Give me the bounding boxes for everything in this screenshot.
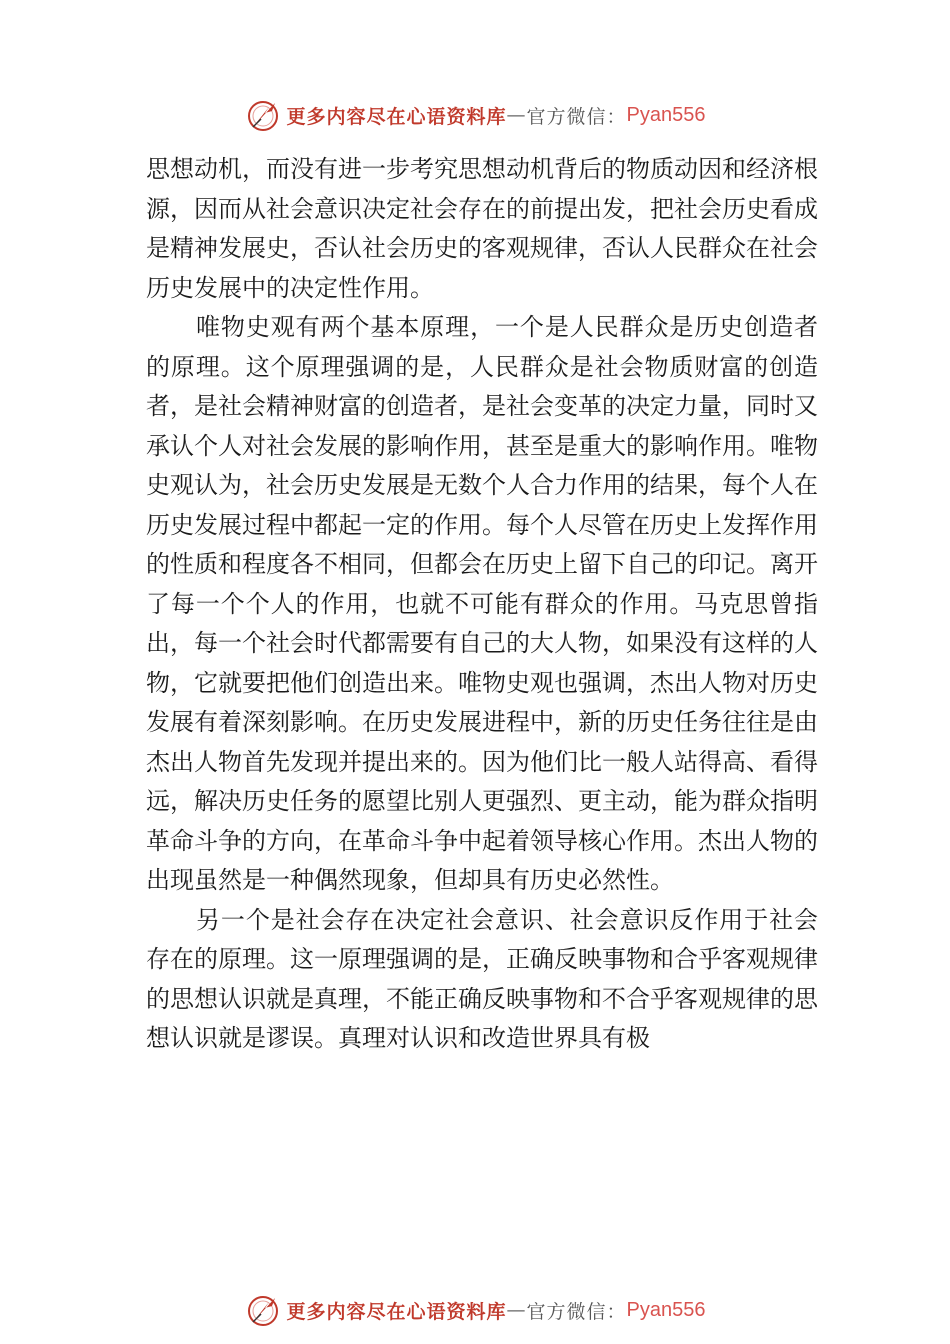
banner-brand-text: 更多内容尽在心语资料库 [286,1300,507,1323]
header-banner [0,95,950,135]
banner-account-id: Pyan556 [626,103,706,126]
document-body [146,150,818,1059]
banner-wechat-label: 官方微信： [526,1300,627,1323]
paragraph-principle-two: 另一个是社会存在决定社会意识、社会意识反作用于社会存在的原理。这一原理强调的是，正确反映事物和合乎客观规律的思想认识就是真理，不能正确反映事物和不合乎客观规律的思想认识就是谬误。真理对认识和改造世界具有极 [146,905,818,1052]
footer-banner [0,1290,950,1330]
quill-seal-icon [245,97,281,133]
paragraph-continuation: 思想动机，而没有进一步考究思想动机背后的物质动因和经济根源，因而从社会意识决定社会存在的前提出发，把社会历史看成是精神发展史，否认社会历史的客观规律，否认人民群众在社会历史发展中的决定性作用。 [146,155,818,302]
quill-seal-icon [245,1292,281,1328]
paragraph-principle-one: 唯物史观有两个基本原理，一个是人民群众是历史创造者的原理。这个原理强调的是，人民群众是社会物质财富的创造者，是社会精神财富的创造者，是社会变革的决定力量，同时又承认个人对社会发展的影响作用，甚至是重大的影响作用。唯物史观认为，社会历史发展是无数个人合力作用的结果，每个人在历史发展过程中都起一定的作用。每个人尽管在历史上发挥作用的性质和程度各不相同，但都会在历史上留下自己的印记。离开了每一个个人的作用，也就不可能有群众的作用。马克思曾指出，每一个社会时代都需要有自己的大人物，如果没有这样的人物，它就要把他们创造出来。唯物史观也强调，杰出人物对历史发展有着深刻影响。在历史发展进程中，新的历史任务往往是由杰出人物首先发现并提出来的。因为他们比一般人站得高、看得远，解决历史任务的愿望比别人更强烈、更主动，能为群众指明革命斗争的方向，在革命斗争中起着领导核心作用。杰出人物的出现虽然是一种偶然现象，但却具有历史必然性。 [146,313,818,894]
banner-separator: — [506,1299,527,1321]
banner-wechat-label: 官方微信： [526,105,627,128]
banner-account-id: Pyan556 [626,1298,706,1321]
banner-brand-text: 更多内容尽在心语资料库 [286,105,507,128]
banner-separator: — [506,104,527,126]
